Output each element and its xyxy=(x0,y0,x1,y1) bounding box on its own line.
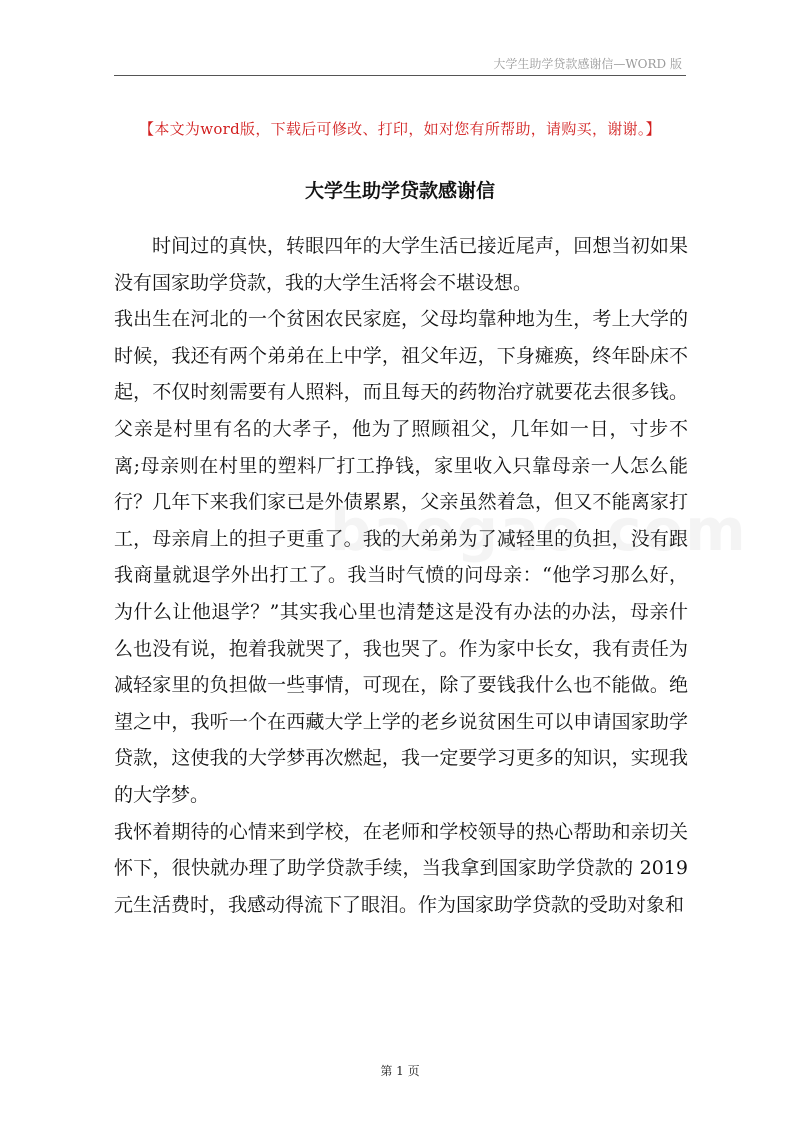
document-body xyxy=(114,228,688,923)
download-notice: 【本文为word版，下载后可修改、打印，如对您有所帮助，请购买，谢谢。】 xyxy=(139,120,661,138)
body-paragraph: 我出生在河北的一个贫困农民家庭，父母均靠种地为生，考上大学的时候，我还有两个弟弟在上中学，祖父年迈，下身瘫痪，终年卧床不起，不仅时刻需要有人照料，而且每天的药物治疗就要花去很多钱。父亲是村里有名的大孝子，他为了照顾祖父，几年如一日，寸步不离;母亲则在村里的塑料厂打工挣钱，家里收入只靠母亲一人怎么能行？几年下来我们家已是外债累累，父亲虽然着急，但又不能离家打工，母亲肩上的担子更重了。我的大弟弟为了减轻里的负担，没有跟我商量就退学外出打工了。我当时气愤的问母亲：“他学习那么好，为什么让他退学？”其实我心里也清楚这是没有办法的办法，母亲什么也没有说，抱着我就哭了，我也哭了。作为家中长女，我有责任为减轻家里的负担做一些事情，可现在，除了要钱我什么也不能做。绝望之中，我听一个在西藏大学上学的老乡说贫困生可以申请国家助学贷款，这使我的大学梦再次燃起，我一定要学习更多的知识，实现我的大学梦。 xyxy=(114,308,688,806)
body-paragraph: 时间过的真快，转眼四年的大学生活已接近尾声，回想当初如果没有国家助学贷款，我的大学生活将会不堪设想。 xyxy=(114,235,688,294)
running-header-title: 大学生助学贷款感谢信—WORD 版 xyxy=(493,57,682,71)
document-title: 大学生助学贷款感谢信 xyxy=(304,180,495,202)
page-number: 第 1 页 xyxy=(380,1064,420,1078)
header-divider xyxy=(114,75,686,76)
body-paragraph: 我怀着期待的心情来到学校，在老师和学校领导的热心帮助和亲切关怀下，很快就办理了助学贷款手续，当我拿到国家助学贷款的 2019 元生活费时，我感动得流下了眼泪。作为国家助学贷款的受助对象和 xyxy=(114,820,688,916)
